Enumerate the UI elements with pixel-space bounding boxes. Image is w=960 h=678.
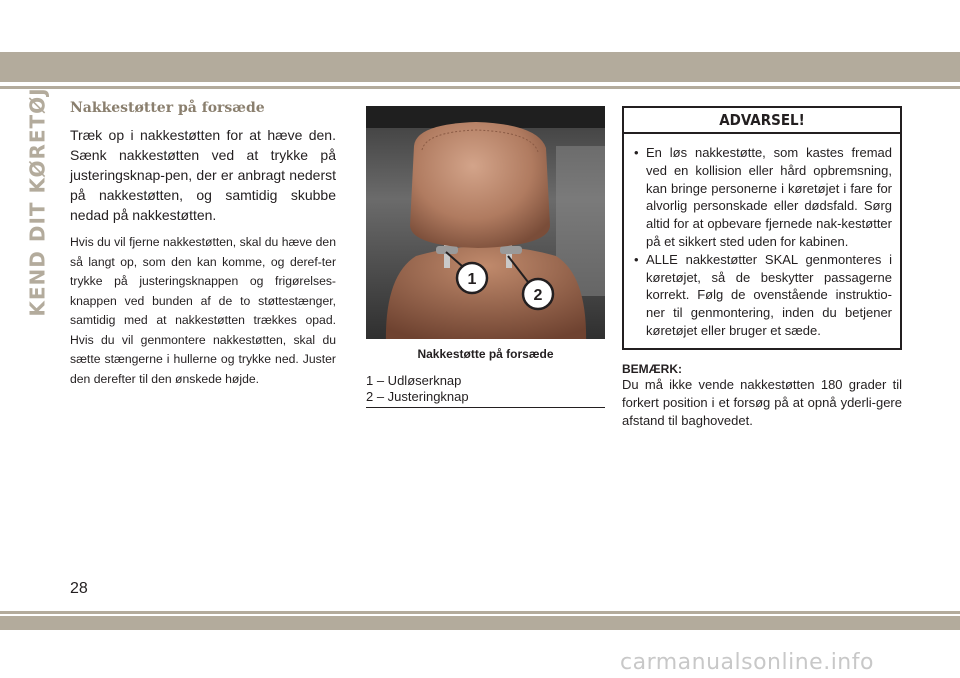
header-rule: [0, 86, 960, 89]
bullet-icon: •: [634, 145, 639, 160]
legend-item-1: 1 – Udløserknap: [366, 373, 462, 388]
warning-item-text: En løs nakkestøtte, som kastes fremad ved en kollision eller hård opbremsning, kan bringe personerne i køretøjet i fare for alvorlig personskade eller dødsfald. Sørg altid for at opbevare fjernede nak-kestøtter på et sikkert sted uden for kabinen.: [646, 145, 892, 249]
footer-rule: [0, 611, 960, 614]
chapter-title: KEND DIT KØRETØJ: [26, 87, 51, 317]
instruction-paragraph: Træk op i nakkestøtten for at hæve den. Sænk nakkestøtten ved at trykke på justeringsknap-pen, der er anbragt nederst på nakkestøtten, og samtidig skubbe nedad på nakkestøtten.: [70, 127, 336, 223]
warning-list: [624, 134, 900, 348]
header-band: [0, 52, 960, 82]
figure-legend: [366, 373, 605, 408]
warning-item-text: ALLE nakkestøtter SKAL genmonteres i køretøjet, så de beskytter passagerne korrekt. Følg de ovenstående instruktio-ner til genmontering, inden du betjener køretøjet eller bruger et sæde.: [646, 251, 892, 338]
warning-item: [634, 144, 892, 251]
note-text: Du må ikke vende nakkestøtten 180 grader til forkert position i et forsøg på at opnå yderli-gere afstand til baghovedet.: [622, 376, 902, 428]
removal-paragraph: Hvis du vil fjerne nakkestøtten, skal du hæve den så langt op, som den kan komme, og deref-ter trykke på justeringsknappen og frigørelses-knappen ved bunden af de to støttestænger, samtidig med at nakkestøtten trækkes opad. Hvis du vil genmontere nakkestøtten, skal du sætte stængerne i hullerne og trykke ned. Juster den derefter til den ønskede højde.: [70, 235, 336, 386]
callout-1: 1: [467, 271, 477, 288]
callout-2: 2: [533, 287, 543, 304]
footer-band: [0, 616, 960, 630]
watermark: carmanualsonline.info: [620, 650, 874, 675]
section-heading: Nakkestøtter på forsæde: [70, 100, 265, 116]
warning-column: [622, 106, 902, 430]
chapter-side-tab: [26, 87, 51, 317]
headrest-photo: [366, 106, 605, 339]
warning-box: [622, 106, 902, 350]
legend-item-2: 2 – Justeringknap: [366, 389, 469, 404]
bullet-icon: •: [634, 251, 639, 267]
warning-item: [634, 251, 892, 340]
note-heading: BEMÆRK:: [622, 361, 682, 376]
figure-caption: Nakkestøtte på forsæde: [417, 347, 554, 361]
page-number: 28: [70, 580, 88, 597]
text-column: [70, 100, 336, 389]
figure-column: [366, 106, 605, 408]
warning-title: ADVARSEL!: [624, 108, 900, 134]
